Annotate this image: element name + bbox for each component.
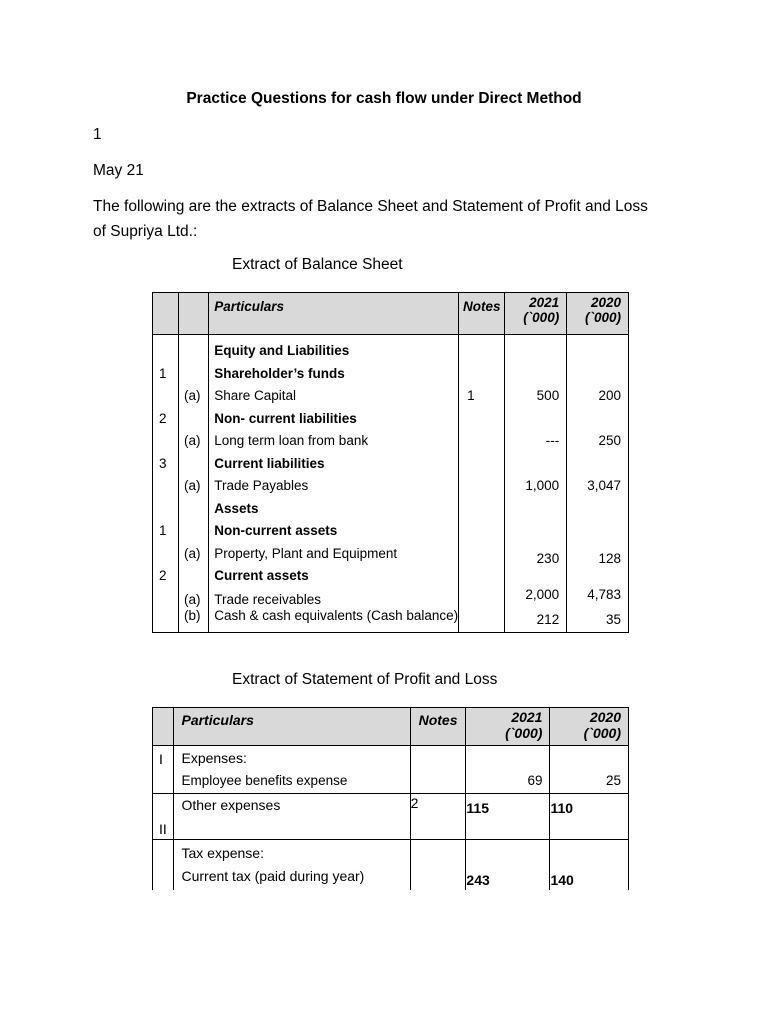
ca-num: 2 (159, 568, 167, 583)
pl-other-expenses-row (153, 794, 629, 840)
tax-expense-heading: Tax expense: (181, 845, 264, 861)
ppe-label: Property, Plant and Equipment (214, 545, 398, 561)
tp-letter: (a) (183, 478, 201, 493)
sc-letter: (a) (183, 388, 201, 403)
balance-sheet-header-row (153, 293, 629, 335)
pl-exp-particulars (174, 746, 410, 794)
current-tax-2020: 140 (550, 840, 629, 890)
trade-receivables-label: Trade receivables (214, 591, 322, 607)
header-num-cell (153, 293, 179, 335)
ppe-2020: 128 (598, 550, 621, 566)
intro-paragraph: The following are the extracts of Balance Sheet and Statement of Profit and Loss of Supriya Ltd.: (93, 198, 648, 240)
ppe-letter: (a) (183, 545, 201, 561)
employee-benefits-2021: 69 (466, 746, 550, 794)
employee-benefits-2020: 25 (550, 746, 629, 794)
expenses-heading: Expenses: (181, 750, 247, 766)
pl-ii-num: II (153, 794, 174, 840)
pl-exp-num: I (153, 746, 174, 794)
other-expenses-2021: 115 (466, 794, 550, 840)
bs-notes-column (459, 335, 505, 633)
equity-liabilities-heading: Equity and Liabilities (214, 343, 350, 358)
pl-header-2020 (550, 708, 629, 746)
share-capital-note: 1 (467, 388, 475, 403)
current-liabilities-heading: Current liabilities (214, 455, 325, 471)
other-expenses-label: Other expenses (174, 794, 410, 840)
pl-tax-notes (410, 840, 466, 890)
pl-tax-row (153, 840, 629, 890)
pl-header-2020-unit: (`000) (583, 725, 621, 741)
profit-loss-table (152, 707, 629, 890)
sh-num: 1 (159, 365, 167, 381)
non-current-liabilities-heading: Non- current liabilities (214, 410, 357, 426)
pl-exp-notes (410, 746, 466, 794)
balance-sheet-body-row (153, 335, 629, 633)
long-term-loan-2020: 250 (598, 433, 621, 448)
profit-loss-caption: Extract of Statement of Profit and Loss (232, 671, 498, 688)
current-tax-2021: 243 (466, 840, 550, 890)
header-2020-year: 2020 (590, 295, 621, 310)
share-capital-2020: 200 (598, 388, 621, 403)
bs-particulars-column (209, 335, 459, 633)
header-notes: Notes (459, 293, 505, 335)
current-tax-label: Current tax (paid during year) (181, 868, 365, 884)
cl-num: 3 (159, 455, 167, 471)
long-term-loan-label: Long term loan from bank (214, 433, 369, 448)
exam-date: May 21 (93, 162, 144, 179)
header-2021-unit: (`000) (523, 310, 560, 325)
long-term-loan-2021: --- (545, 433, 560, 448)
trade-payables-2020: 3,047 (587, 478, 621, 493)
pl-header-2021 (466, 708, 550, 746)
cash-letter: (b) (183, 607, 201, 623)
current-assets-heading: Current assets (214, 568, 309, 583)
bs-2021-column (505, 335, 567, 633)
ppe-2021: 230 (536, 550, 560, 566)
trade-receivables-2020: 4,783 (587, 587, 621, 602)
cash-label: Cash & cash equivalents (Cash balance) (214, 607, 459, 623)
pl-header-num-cell (153, 708, 174, 746)
pl-header-2021-unit: (`000) (505, 725, 543, 741)
other-expenses-note: 2 (410, 794, 466, 840)
bs-letter-column (178, 335, 208, 633)
balance-sheet-table (152, 292, 629, 633)
share-capital-label: Share Capital (214, 388, 297, 403)
assets-heading: Assets (214, 500, 259, 516)
pl-header-2020-year: 2020 (589, 709, 621, 725)
lt-letter: (a) (183, 433, 201, 448)
cash-2021: 212 (536, 611, 560, 627)
pl-header-2021-year: 2021 (511, 709, 543, 725)
question-number: 1 (93, 126, 102, 143)
pl-header-notes: Notes (410, 708, 466, 746)
header-particulars: Particulars (209, 293, 459, 335)
cash-2020: 35 (605, 611, 621, 627)
profit-loss-header-row (153, 708, 629, 746)
ncl-num: 2 (159, 410, 167, 426)
header-letter-cell (178, 293, 208, 335)
header-2021 (505, 293, 567, 335)
share-capital-2021: 500 (536, 388, 560, 403)
header-2020 (567, 293, 629, 335)
header-2020-unit: (`000) (584, 310, 621, 325)
pl-tax-num (153, 840, 174, 890)
pl-header-particulars: Particulars (174, 708, 410, 746)
non-current-assets-heading: Non-current assets (214, 523, 338, 538)
other-expenses-2020: 110 (550, 794, 629, 840)
pl-tax-particulars (174, 840, 410, 890)
tr-letter: (a) (183, 591, 201, 607)
trade-payables-label: Trade Payables (214, 478, 309, 493)
shareholders-funds-heading: Shareholder’s funds (214, 365, 345, 381)
header-2021-year: 2021 (529, 295, 560, 310)
trade-payables-2021: 1,000 (525, 478, 560, 493)
bs-num-column (153, 335, 179, 633)
page-title: Practice Questions for cash flow under Direct Method (186, 90, 582, 107)
bs-2020-column (567, 335, 629, 633)
trade-receivables-2021: 2,000 (525, 587, 560, 602)
employee-benefits-label: Employee benefits expense (181, 773, 348, 788)
balance-sheet-caption: Extract of Balance Sheet (232, 256, 403, 273)
nca-num: 1 (159, 523, 167, 538)
pl-expenses-row (153, 746, 629, 794)
